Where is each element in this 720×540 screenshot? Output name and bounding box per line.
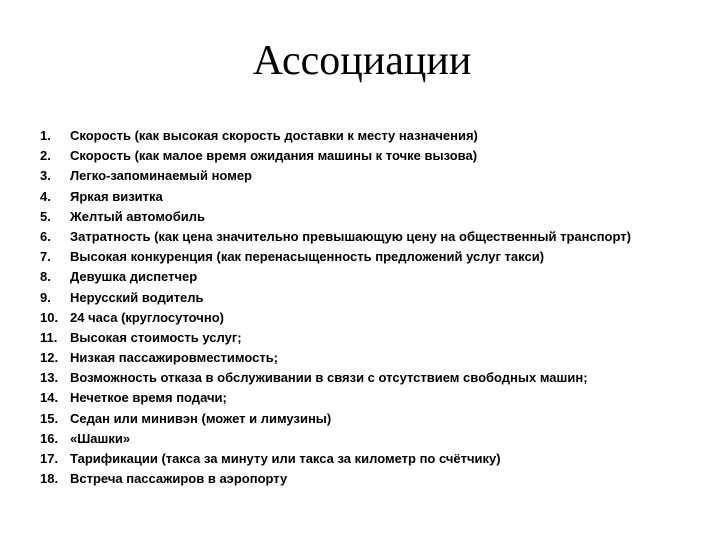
item-number: 3.	[40, 168, 51, 184]
item-text: Скорость (как высокая скорость доставки к месту назначения)	[70, 128, 478, 143]
item-text: Тарификации (такса за минуту или такса за километр по счётчику)	[70, 451, 501, 466]
list-item	[40, 469, 631, 489]
item-text: Яркая визитка	[70, 188, 163, 204]
item-text: Низкая пассажировместимость;	[70, 350, 279, 366]
list-item	[40, 166, 631, 186]
item-text: Встреча пассажиров в аэропорту	[70, 471, 288, 487]
item-number: 5.	[40, 208, 51, 224]
item-number: 15.	[40, 410, 59, 426]
list-item	[40, 207, 631, 227]
item-text: Легко-запоминаемый номер	[70, 168, 252, 184]
list-item	[40, 429, 631, 449]
list-item	[40, 308, 631, 328]
list-item	[40, 267, 631, 287]
item-number: 8.	[40, 269, 51, 285]
list-item	[40, 348, 631, 368]
item-number: 17.	[40, 451, 59, 466]
slide-title: Ассоциации	[252, 38, 472, 84]
list-item	[40, 247, 631, 267]
item-text: Затратность (как цена значительно превышающую цену на общественный транспорт)	[70, 228, 631, 244]
associations-list	[40, 126, 631, 489]
item-number: 16.	[40, 430, 59, 446]
list-item	[40, 409, 631, 429]
item-number: 11.	[40, 329, 58, 345]
item-number: 1.	[40, 128, 51, 143]
list-item	[40, 368, 631, 388]
item-text: Седан или минивэн (может и лимузины)	[70, 410, 332, 426]
item-number: 6.	[40, 228, 51, 244]
item-text: Скорость (как малое время ожидания машины к точке вызова)	[70, 148, 478, 164]
list-item	[40, 227, 631, 247]
list-item	[40, 328, 631, 348]
item-text: Возможность отказа в обслуживании в связи с отсутствием свободных машин;	[70, 370, 588, 386]
list-item	[40, 449, 631, 469]
item-text: 24 часа (круглосуточно)	[70, 309, 224, 325]
item-number: 12.	[40, 350, 59, 366]
item-number: 9.	[40, 289, 51, 305]
item-text: «Шашки»	[70, 430, 131, 446]
item-text: Нерусский водитель	[70, 289, 204, 305]
item-text: Желтый автомобиль	[70, 208, 205, 224]
list-item	[40, 388, 631, 408]
item-number: 4.	[40, 188, 51, 204]
item-number: 2.	[40, 148, 51, 164]
list-item	[40, 187, 631, 207]
item-number: 18.	[40, 471, 59, 487]
item-number: 10.	[40, 309, 59, 325]
item-text: Высокая стоимость услуг;	[70, 329, 242, 345]
item-number: 7.	[40, 249, 51, 265]
item-text: Высокая конкуренция (как перенасыщенность предложений услуг такси)	[70, 249, 545, 265]
list-item	[40, 126, 631, 146]
list-item	[40, 288, 631, 308]
item-number: 14.	[40, 390, 59, 406]
item-text: Нечеткое время подачи;	[70, 390, 227, 406]
list-item	[40, 146, 631, 166]
item-text: Девушка диспетчер	[70, 269, 198, 285]
item-number: 13.	[40, 370, 59, 386]
